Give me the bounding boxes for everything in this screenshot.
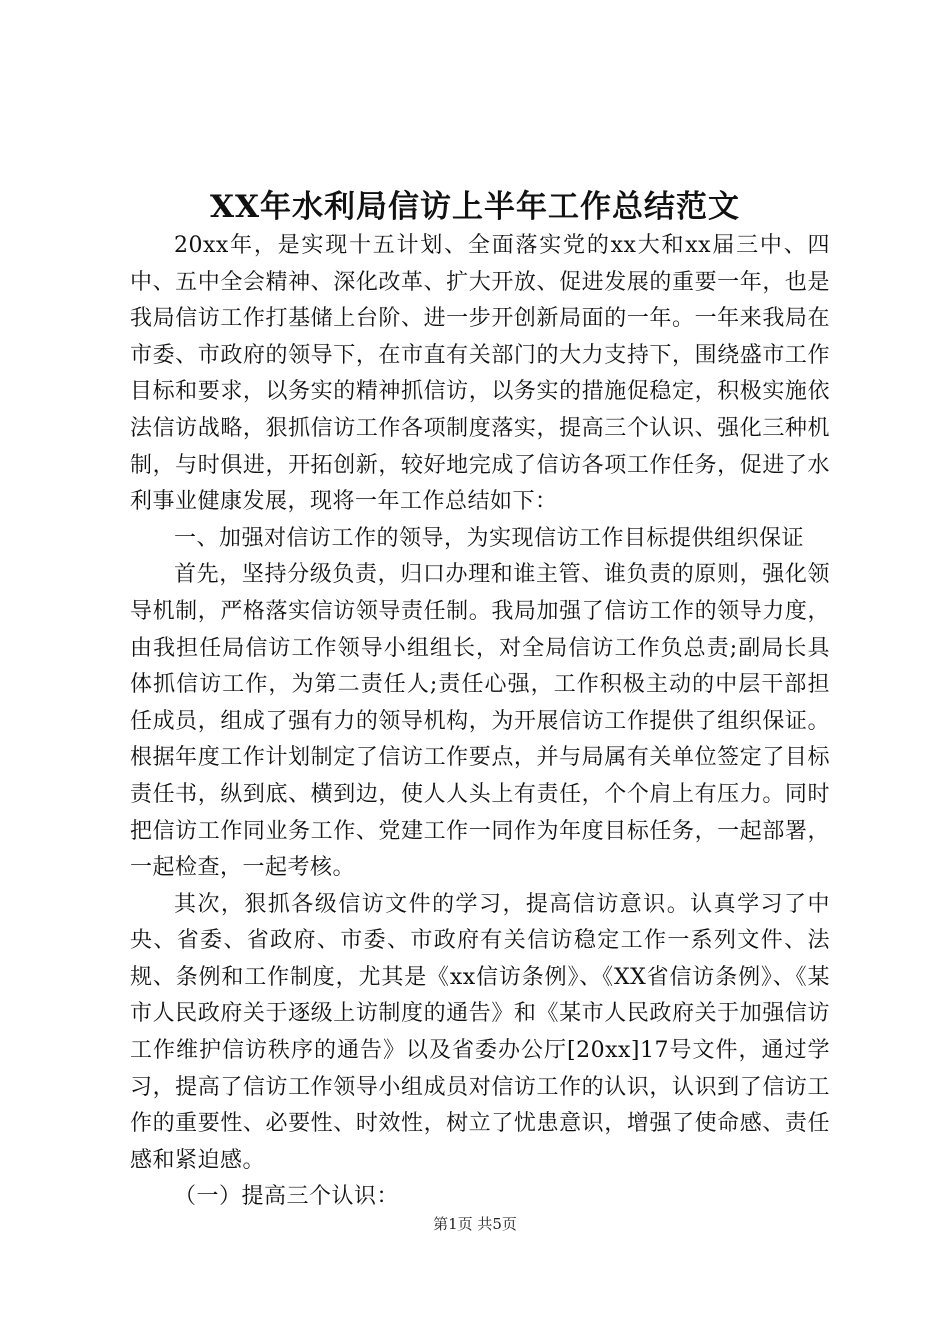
paragraph-second: 其次，狠抓各级信访文件的学习，提高信访意识。认真学习了中央、省委、省政府、市委、市政府有关信访稳定工作一系列文件、法规、条例和工作制度，尤其是《xx信访条例》、《XX省信访条例》、《某市人民政府关于逐级上访制度的通告》和《某市人民政府关于加强信访工作维护信访秩序的通告》以及省委办公厅[20xx]17号文件，通过学习，提高了信访工作领导小组成员对信访工作的认识，认识到了信访工作的重要性、必要性、时效性，树立了忧患意识，增强了使命感、责任感和紧迫感。	[130, 891, 830, 1173]
intro-paragraph: 20xx年，是实现十五计划、全面落实党的xx大和xx届三中、四中、五中全会精神、深化改革、扩大开放、促进发展的重要一年，也是我局信访工作打基储上台阶、进一步开创新局面的一年。一年来我局在市委、市政府的领导下，在市直有关部门的大力支持下，围绕盛市工作目标和要求，以务实的精神抓信访，以务实的措施促稳定，积极实施依法信访战略，狠抓信访工作各项制度落实，提高三个认识、强化三种机制，与时俱进，开拓创新，较好地完成了信访各项工作任务，促进了水利事业健康发展，现将一年工作总结如下：	[130, 233, 830, 515]
paragraph-first: 首先，坚持分级负责，归口办理和谁主管、谁负责的原则，强化领导机制，严格落实信访领导责任制。我局加强了信访工作的领导力度，由我担任局信访工作领导小组组长，对全局信访工作负总责;副局长具体抓信访工作，为第二责任人;责任心强，工作积极主动的中层干部担任成员，组成了强有力的领导机构，为开展信访工作提供了组织保证。根据年度工作计划制定了信访工作要点，并与局属有关单位签定了目标责任书，纵到底、横到边，使人人头上有责任，个个肩上有压力。同时把信访工作同业务工作、党建工作一同作为年度目标任务，一起部署，一起检查，一起考核。	[130, 562, 830, 881]
subsection-heading-1: （一）提高三个认识：	[174, 1184, 400, 1210]
document-title: XX年水利局信访上半年工作总结范文	[209, 189, 741, 225]
section-heading-1: 一、加强对信访工作的领导，为实现信访工作目标提供组织保证	[174, 525, 805, 551]
document-body	[130, 228, 830, 1216]
page-footer: 第1页 共5页	[433, 1215, 517, 1233]
